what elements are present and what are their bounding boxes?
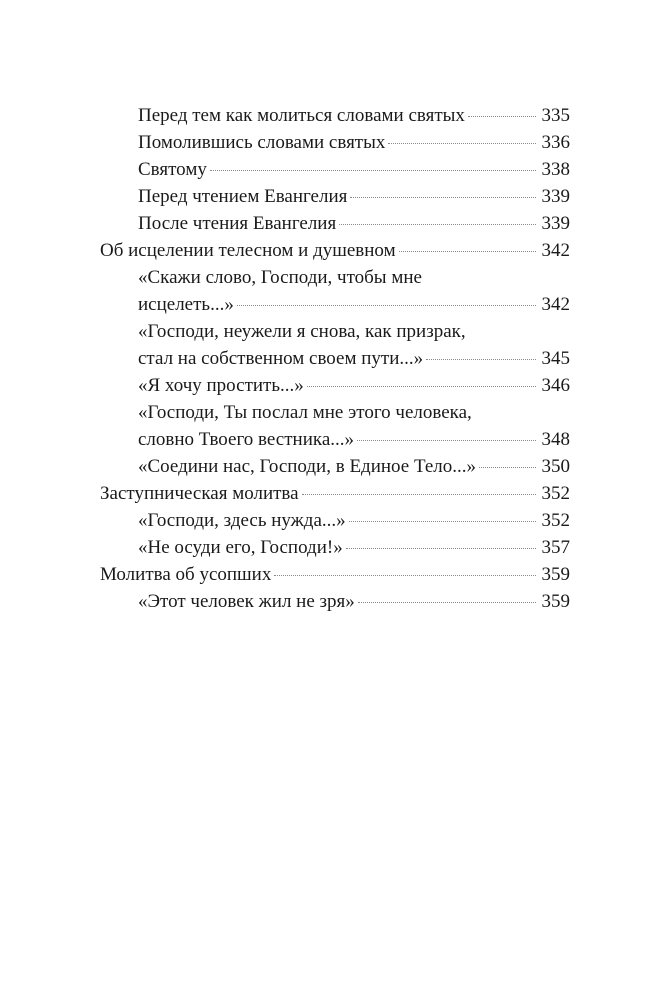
toc-entry	[100, 264, 570, 318]
toc-entry-title-line-1: «Скажи слово, Господи, чтобы мне	[138, 267, 422, 288]
toc-page-number: 339	[541, 213, 570, 234]
toc-section-title: Заступническая молитва	[100, 483, 299, 504]
toc-page-number: 346	[541, 375, 570, 396]
toc-line	[138, 129, 570, 156]
toc-entry-title: стал на собственном своем пути...»	[138, 348, 424, 369]
toc-entry	[100, 183, 570, 210]
toc-line	[138, 372, 570, 399]
toc-line	[138, 102, 570, 129]
toc-page-number: 359	[541, 591, 570, 612]
dot-leader	[346, 548, 536, 549]
toc-line	[138, 453, 570, 480]
toc-line	[138, 507, 570, 534]
dot-leader	[350, 197, 535, 198]
dot-leader	[349, 521, 536, 522]
toc-entry-title: Перед тем как молиться словами святых	[138, 105, 465, 126]
toc-entry	[100, 399, 570, 453]
toc-section-title: Молитва об усопших	[100, 564, 272, 585]
toc-section	[100, 237, 570, 264]
dot-leader	[302, 494, 536, 495]
dot-leader	[274, 575, 535, 576]
dot-leader	[210, 170, 536, 171]
toc-entry-title: «Соедини нас, Господи, в Единое Тело...»	[138, 456, 477, 477]
toc-line	[100, 561, 570, 588]
dot-leader	[358, 602, 536, 603]
toc-line	[138, 588, 570, 615]
toc-page-number: 359	[541, 564, 570, 585]
toc-page-number: 342	[541, 294, 570, 315]
dot-leader	[468, 116, 536, 117]
toc-line	[138, 426, 570, 453]
toc-page-number: 345	[541, 348, 570, 369]
toc-entry	[100, 372, 570, 399]
toc-line	[100, 237, 570, 264]
toc-line	[138, 210, 570, 237]
toc-section	[100, 480, 570, 507]
toc-page-number: 357	[541, 537, 570, 558]
toc-page-number: 348	[541, 429, 570, 450]
toc-line	[100, 480, 570, 507]
toc-entry-title: Святому	[138, 159, 207, 180]
toc-entry-title: Перед чтением Евангелия	[138, 186, 348, 207]
toc-entry	[100, 507, 570, 534]
toc-entry	[100, 534, 570, 561]
toc-entry-title-line-1: «Господи, Ты послал мне этого человека,	[138, 402, 472, 423]
toc-entry-title: «Я хочу простить...»	[138, 375, 304, 396]
dot-leader	[479, 467, 535, 468]
toc-entry	[100, 318, 570, 372]
toc-entry-title: Помолившись словами святых	[138, 132, 386, 153]
toc-entry-title: исцелеть...»	[138, 294, 234, 315]
toc-entry-title: «Не осуди его, Господи!»	[138, 537, 343, 558]
toc-line	[138, 156, 570, 183]
toc-page-number: 338	[541, 159, 570, 180]
dot-leader	[237, 305, 536, 306]
toc-entry	[100, 588, 570, 615]
toc-page-number: 336	[541, 132, 570, 153]
toc-page-number: 342	[541, 240, 570, 261]
dot-leader	[388, 143, 535, 144]
toc-entry-title: словно Твоего вестника...»	[138, 429, 355, 450]
table-of-contents	[100, 102, 570, 615]
toc-line	[138, 183, 570, 210]
toc-entry-title-line-1: «Господи, неужели я снова, как призрак,	[138, 321, 466, 342]
toc-entry	[100, 156, 570, 183]
toc-entry	[100, 102, 570, 129]
toc-entry	[100, 453, 570, 480]
toc-line	[138, 345, 570, 372]
dot-leader	[399, 251, 536, 252]
toc-line	[138, 534, 570, 561]
toc-entry	[100, 129, 570, 156]
toc-page-number: 352	[541, 483, 570, 504]
toc-page-number: 339	[541, 186, 570, 207]
toc-entry-title: После чтения Евангелия	[138, 213, 337, 234]
toc-entry-title: «Этот человек жил не зря»	[138, 591, 355, 612]
dot-leader	[426, 359, 535, 360]
dot-leader	[357, 440, 535, 441]
dot-leader	[339, 224, 535, 225]
toc-page-number: 335	[541, 105, 570, 126]
toc-section-title: Об исцелении телесном и душевном	[100, 240, 396, 261]
toc-section	[100, 561, 570, 588]
toc-entry-title: «Господи, здесь нужда...»	[138, 510, 346, 531]
toc-page-number: 350	[541, 456, 570, 477]
toc-page-number: 352	[541, 510, 570, 531]
toc-line	[138, 291, 570, 318]
dot-leader	[307, 386, 536, 387]
toc-entry	[100, 210, 570, 237]
